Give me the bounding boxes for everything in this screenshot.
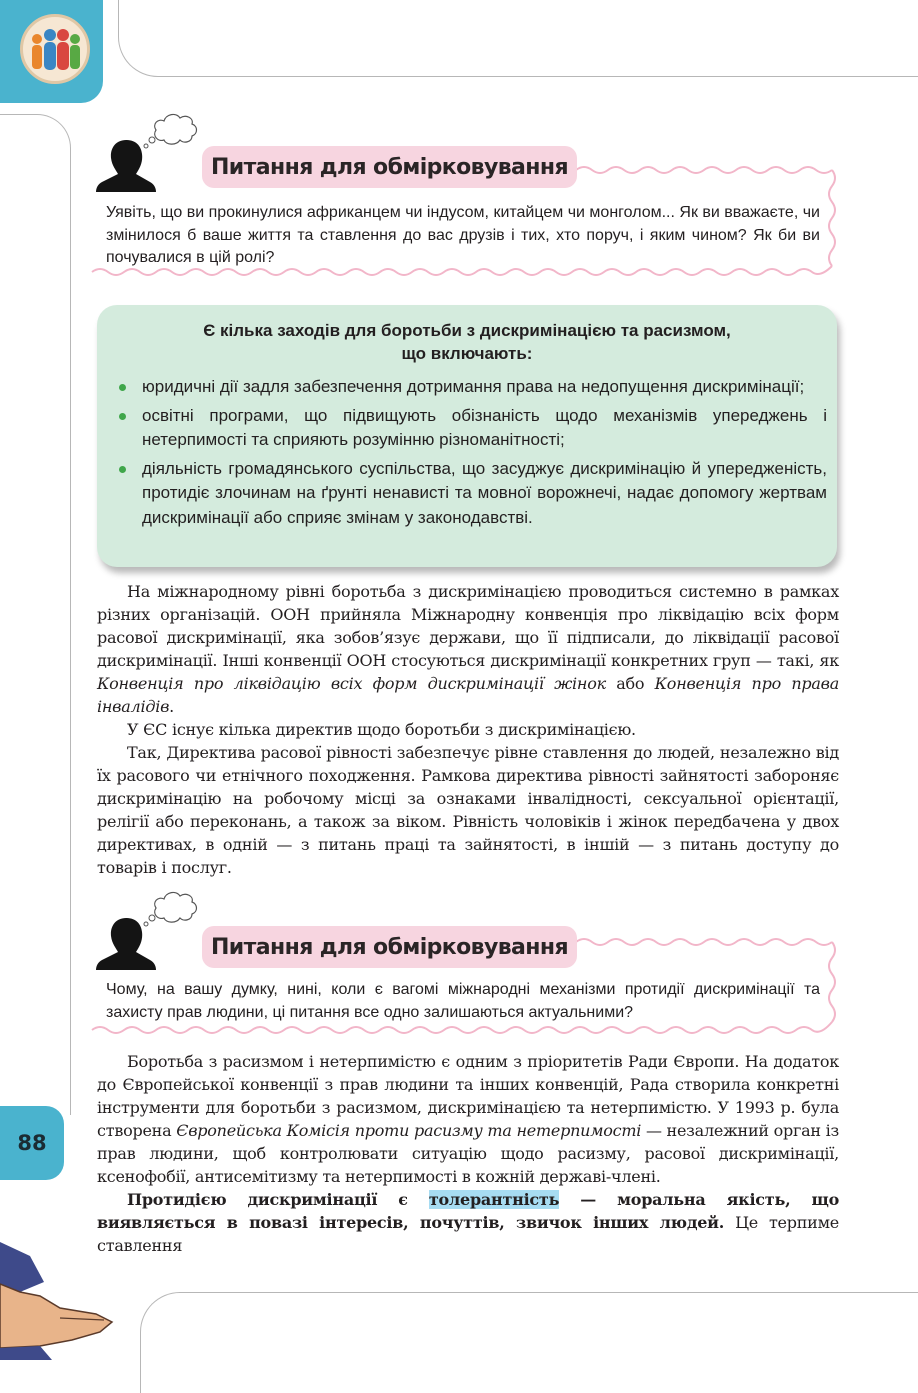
hand-illustration-icon <box>0 1222 120 1360</box>
highlighted-term: толерантність <box>428 1190 560 1209</box>
paragraph: На міжнародному рівні боротьба з дискримінацією проводиться системно в рамках різних організацій. ООН прийняла Міжнародну конвенція про ліквідацію всіх форм расової дискримінації, яка зобов’язує держави, що її підписали, до ліквідації расової дискримінації. Інші конвенції ООН стосуються дискримінації конкретних груп — такі, як Конвенція про ліквідацію всіх форм дискримінації жінок або Конвенція про права інвалідів. <box>97 582 840 716</box>
measures-title: Є кілька заходів для боротьби з дискримінацією та расизмом, що включають: <box>203 321 731 363</box>
page-frame-bottom <box>140 1292 918 1393</box>
body-section-1 <box>97 580 839 879</box>
paragraph: Боротьба з расизмом і нетерпимістю є одним з пріоритетів Ради Європи. На додаток до Європейської конвенції з прав людини та інших конвенцій, Рада створила конкретні інструменти для боротьби з расизмом, дискримінацією та нетерпимістю. У 1993 р. була створена Європейська Комісія проти расизму та нетерпимості — незалежний орган із прав людини, щоб контролювати ситуацію щодо расизму, расової дискримінації, ксенофобії, антисемітизму та нетерпимості в кожній державі-члені. <box>97 1052 840 1186</box>
thought-question: Уявіть, що ви прокинулися африканцем чи індусом, китайцем чи монголом... Як ви вважаєте, чи змінилося б ваше життя та ставлення до вас друзів і тих, хто поруч, і яким чином? Як би ви почувалися в цій ролі? <box>106 204 820 266</box>
page-frame-top <box>118 0 918 77</box>
bullet-icon <box>119 466 126 473</box>
thought-block-2 <box>90 890 850 1040</box>
list-item: діяльність громадянського суспільства, що засуджує дискримінацію й упередженість, протидіє злочинам на ґрунті ненависті та мовної ворожнечі, надає допомогу жертвам дискримінації або сприяє змінам у законодавстві. <box>119 457 827 531</box>
thought-title: Питання для обмірковування <box>202 146 577 188</box>
thought-block-1 <box>90 112 850 282</box>
paragraph: Так, Директива расової рівності забезпечує рівне ставлення до людей, незалежно від їх расового чи етнічного походження. Рамкова директива рівності зайнятості забороняє дискримінацію на робочому місці за ознаками інвалідності, сексуальної орієнтації, релігії або переконань, а також за віком. Рівність чоловіків і жінок передбачена у двох директивах, в одній — з питань праці та зайнятості, в іншій — з питань доступу до товарів і послуг. <box>97 743 839 877</box>
thinking-person-icon <box>96 112 206 192</box>
bullet-icon <box>119 384 126 391</box>
bullet-icon <box>119 413 126 420</box>
list-item: освітні програми, що підвищують обізнаність щодо механізмів упереджень і нетерпимості та сприяють розумінню різноманітності; <box>119 404 827 453</box>
measures-box <box>97 305 837 567</box>
thought-question: Чому, на вашу думку, нині, коли є вагомі міжнародні механізми протидії дискримінації та захисту прав людини, ці питання все одно залишаються актуальними? <box>106 981 820 1021</box>
paragraph: У ЄС існує кілька директив щодо боротьби з дискримінацією. <box>127 720 636 739</box>
body-section-2 <box>97 1050 839 1257</box>
thought-title: Питання для обмірковування <box>202 926 577 968</box>
people-logo-icon <box>20 14 90 84</box>
list-item: юридичні дії задля забезпечення дотримання права на недопущення дискримінації; <box>119 375 827 400</box>
page-number: 88 <box>0 1106 64 1180</box>
thinking-person-icon <box>96 890 206 970</box>
paragraph: Протидією дискримінації є толерантність — моральна якість, що виявляється в повазі інтересів, почуттів, звичок інших людей. Це терпиме ставлення <box>97 1190 840 1255</box>
measures-list <box>119 375 827 534</box>
page-frame-left <box>0 114 71 1115</box>
